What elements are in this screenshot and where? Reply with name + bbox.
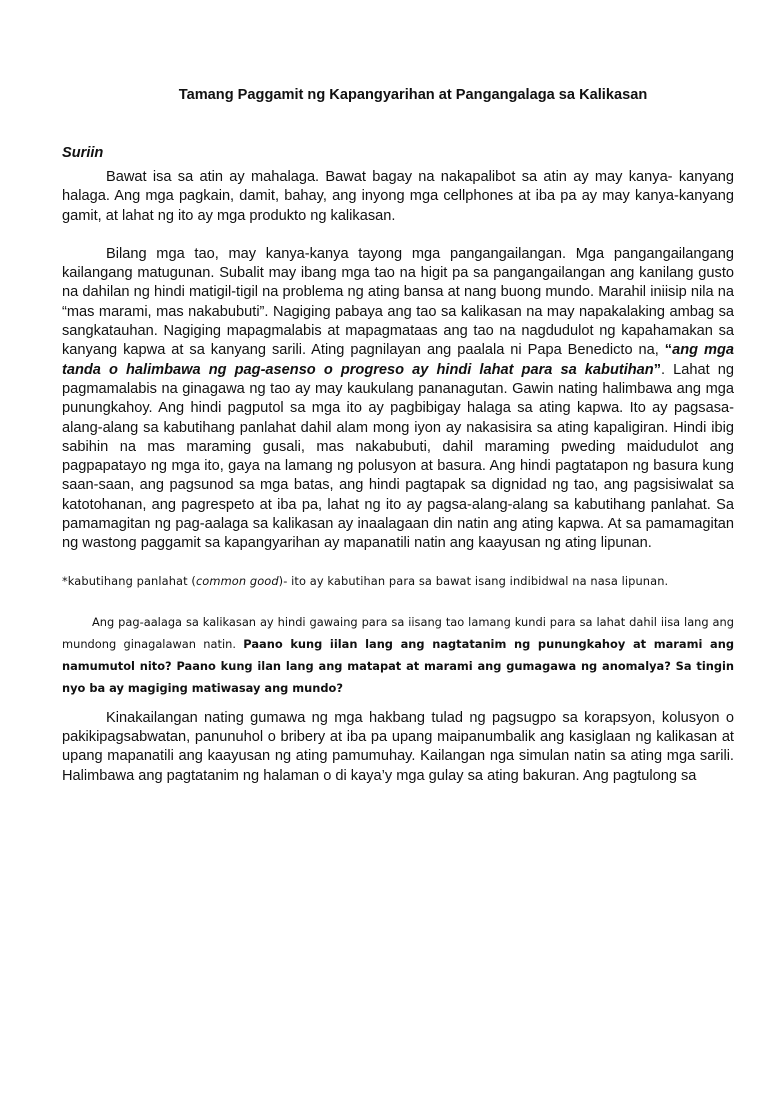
paragraph-1: Bawat isa sa atin ay mahalaga. Bawat bagay na nakapalibot sa atin ay may kanya- kanyang halaga. Ang mga pagkain, damit, bahay, ang inyong mga cellphones at iba pa ay may kanya-kanyang gamit, at lahat ng ito ay mga produkto ng kalikasan.	[62, 169, 734, 224]
note-paren: (	[187, 573, 196, 588]
quote-close-mark: ”	[653, 361, 662, 378]
paragraph-2	[62, 245, 734, 554]
document-title: Tamang Paggamit ng Kapangyarihan at Pangangalaga sa Kalikasan	[178, 87, 648, 103]
note-english-term: common good	[195, 573, 279, 588]
paragraph-spacer	[62, 226, 734, 245]
note-term: *kabutihang panlahat	[62, 573, 188, 588]
paragraph-2-text-a: Bilang mga tao, may kanya-kanya tayong mga pangangailangan. Mga pangangailangang kailangang matugunan. Subalit may ibang mga tao na higit pa sa pangangailangan ang kanilang gusto na dahilan ng hindi matigil-tigil na problema ng ating bansa at nang buong mundo. Marahil iniisip nila na “mas marami, mas nakabubuti”. Nagiging pabaya ang tao sa kalikasan na may napakalaking ambag sa sangkatauhan. Nagiging mapagmalabis at mapagmataas ang tao na nagdudulot ng kapahamakan sa kanyang kapwa at sa kanyang sarili. Ating pagnilayan ang paalala ni Papa Benedicto na,	[62, 245, 734, 359]
quote-open-mark: “	[664, 342, 673, 359]
paragraph-2-text-b: . Lahat ng pagmamalabis na ginagawa ng tao ay may kaukulang pananagutan. Gawin nating halimbawa ang mga punungkahoy. Ang hindi pagputol sa mga ito ay pagbibigay halaga sa ating kapwa. Ito ay pagsasa- alang-alang sa kabutihang panlahat dahil alam mong iyon ay nakasisira sa ating kapaligiran. Hindi ibig sabihin na mas maraming gusali, mas nakabubuti, dahil maraming pweding maidudulot ang pagpapatayo ng mga ito, gaya na lamang ng polusyon at basura. Ang hindi pagtatapon ng basura kung saan-saan, ang pagsunod sa mga batas, ang hindi pagtapak sa dignidad ng tao, ang pagsisiwalat sa katotohanan, ang pagrespeto at iba pa, lahat ng ito ay pagsa-alang-alang sa kabutihang panlahat. Sa pamamagitan ng pag-aalaga sa kalikasan ay inaalagaan din natin ang ating kapwa. At sa pamamagitan ng wastong paggamit sa kapangyarihan ay mapanatili natin ang kaayusan ng ating lipunan.	[62, 361, 734, 552]
definition-note	[62, 573, 734, 589]
note-definition: )- ito ay kabutihan para sa bawat isang indibidwal na nasa lipunan.	[278, 573, 669, 588]
paragraph-3	[62, 611, 734, 699]
pope-quote: ang mga tanda o halimbawa ng pag-asenso o progreso ay hindi lahat para sa kabutihan	[62, 342, 734, 378]
section-heading: Suriin	[62, 145, 104, 161]
paragraph-3-questions: Paano kung iilan lang ang nagtatanim ng punungkahoy at marami ang namumutol nito? Paano kung ilan lang ang matapat at marami ang gumagawa ng anomalya? Sa tingin nyo ba ay magiging matiwasay ang mundo?	[62, 636, 735, 695]
paragraph-3-text: Ang pag-aalaga sa kalikasan ay hindi gawaing para sa iisang tao lamang kundi para sa lahat dahil iisa lang ang mundong ginagalawan natin.	[62, 614, 734, 651]
document-page	[0, 86, 768, 1110]
paragraph-4: Kinakailangan nating gumawa ng mga hakbang tulad ng pagsugpo sa korapsyon, kolusyon o pakikipagsabwatan, panunuhol o bribery at iba pa upang maipanumbalik ang kasiglaan ng kalikasan at upang mapanatili ang kaayusan ng ating pamumuhay. Kailangan nga simulan natin sa ating mga sarili. Halimbawa ang pagtatanim ng halaman o di kaya’y mga gulay sa ating bakuran. Ang pagtulong sa	[62, 709, 734, 784]
